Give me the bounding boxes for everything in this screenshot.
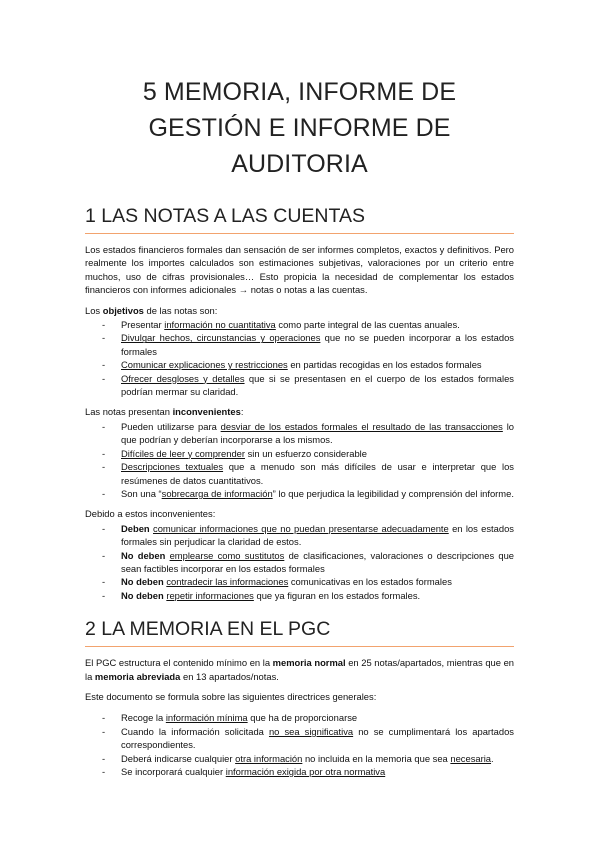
list-item: - Comunicar explicaciones y restricciones en partidas recogidas en los estados formales (85, 358, 514, 371)
list-item: - Difíciles de leer y comprender sin un esfuerzo considerable (85, 447, 514, 460)
list-item: - Recoge la información mínima que ha de proporcionarse (85, 711, 514, 724)
objetivos-list (85, 318, 514, 398)
section-heading-notas: 1 LAS NOTAS A LAS CUENTAS (85, 204, 514, 234)
inconvenientes-list (85, 420, 514, 500)
list-item: - Cuando la información solicitada no sea significativa no se cumplimentará los apartados correspondientes. (85, 725, 514, 752)
list-item: - Son una “sobrecarga de información” lo que perjudica la legibilidad y comprensión del informe. (85, 487, 514, 500)
list-item: - Deberá indicarse cualquier otra información no incluida en la memoria que sea necesaria. (85, 752, 514, 765)
list-item: - No deben emplearse como sustitutos de clasificaciones, valoraciones o descripciones que sean factibles incorporar en los estados formales (85, 549, 514, 576)
list-item: - Divulgar hechos, circunstancias y operaciones que no se pueden incorporar a los estados formales (85, 331, 514, 358)
list-item: - Se incorporará cualquier información exigida por otra normativa (85, 765, 514, 778)
debido-list (85, 522, 514, 602)
intro-paragraph: Los estados financieros formales dan sensación de ser informes completos, exactos y definitivos. Pero realmente los importes calculados son estimaciones subjetivas, valoraciones por un criterio entre muchos, uso de cifras provisionales… Esto propicia la necesidad de complementar los estados financieros con informes adicionales → notas o notas a las cuentas. (85, 244, 514, 296)
debido-intro: Debido a estos inconvenientes: (85, 508, 216, 520)
list-item: - Deben comunicar informaciones que no puedan presentarse adecuadamente en los estados formales sin perjudicar la claridad de estos. (85, 522, 514, 549)
list-item: - Presentar información no cuantitativa como parte integral de las cuentas anuales. (85, 318, 514, 331)
directrices-intro: Este documento se formula sobre las siguientes directrices generales: (85, 690, 377, 702)
list-item: - Descripciones textuales que a menudo son más difíciles de usar e interpretar que los resúmenes de datos cuantitativos. (85, 460, 514, 487)
list-item: - No deben repetir informaciones que ya figuran en los estados formales. (85, 589, 514, 602)
inconvenientes-intro: Las notas presentan inconvenientes: (85, 406, 244, 418)
list-item: - Ofrecer desgloses y detalles que si se presentasen en el cuerpo de los estados formales podrían mermar su claridad. (85, 372, 514, 399)
list-item: - No deben contradecir las informaciones comunicativas en los estados formales (85, 575, 514, 588)
directrices-list (85, 711, 514, 778)
document-title: 5 MEMORIA, INFORME DE GESTIÓN E INFORME DE AUDITORIA (142, 78, 457, 178)
section-heading-memoria: 2 LA MEMORIA EN EL PGC (85, 617, 514, 647)
list-item: - Pueden utilizarse para desviar de los estados formales el resultado de las transacciones lo que podrían y deberían incorporarse a los mismos. (85, 420, 514, 447)
objetivos-intro: Los objetivos de las notas son: (85, 304, 218, 316)
memoria-paragraph: El PGC estructura el contenido mínimo en la memoria normal en 25 notas/apartados, mientras que en la memoria abreviada en 13 apartados/notas. (85, 657, 514, 682)
